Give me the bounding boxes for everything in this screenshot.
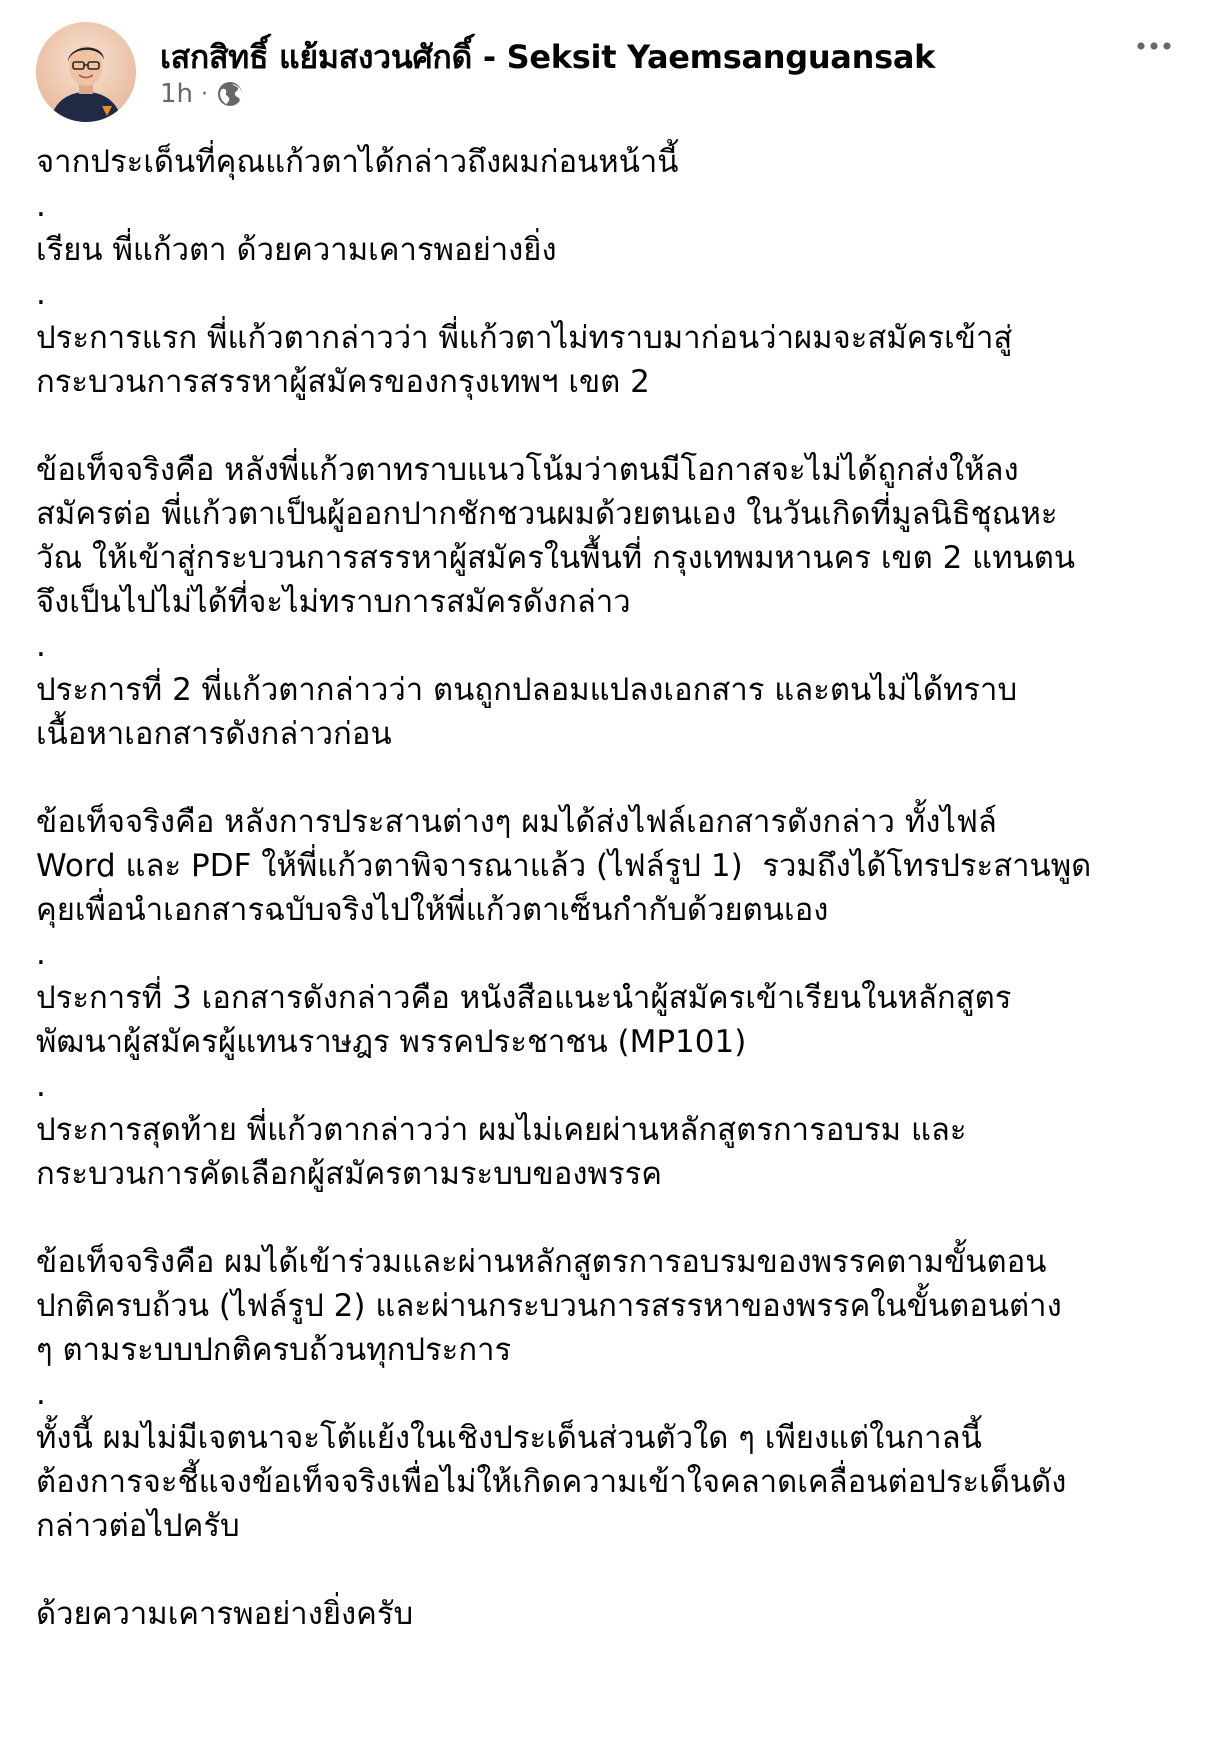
post-body [36, 140, 1186, 1636]
meta-separator: · [201, 81, 209, 107]
post-paragraph-spacer [36, 756, 1186, 800]
post-paragraph: ทั้งนี้ ผมไม่มีเจตนาจะโต้แย้งในเชิงประเด็นส่วนตัวใด ๆ เพียงแต่ในกาลนี้ ต้องการจะชี้แจงข้อเท็จจริงเพื่อไม่ให้เกิดความเข้าใจคลาดเคลื่อนต่อประเด็นดัง กล่าวต่อไปครับ [36, 1420, 1067, 1544]
post-paragraph: . [36, 936, 46, 972]
post-paragraph: . [36, 1376, 46, 1412]
post-paragraph: ด้วยความเคารพอย่างยิ่งครับ [36, 1596, 414, 1632]
avatar[interactable] [36, 22, 136, 122]
post-meta [160, 76, 244, 112]
post-paragraph-spacer [36, 1196, 1186, 1240]
more-dots-icon [1137, 42, 1171, 50]
post-paragraph: . [36, 276, 46, 312]
avatar-image [36, 22, 136, 122]
post-paragraph: . [36, 628, 46, 664]
post-header [36, 22, 1182, 122]
post-paragraph: . [36, 188, 46, 224]
post-paragraph: ประการที่ 3 เอกสารดังกล่าวคือ หนังสือแนะนำผู้สมัครเข้าเรียนในหลักสูตร พัฒนาผู้สมัครผู้แทนราษฎร พรรคประชาชน (MP101) [36, 980, 1012, 1060]
post-paragraph: จากประเด็นที่คุณแก้วตาได้กล่าวถึงผมก่อนหน้านี้ [36, 144, 679, 180]
post-paragraph: ประการสุดท้าย พี่แก้วตากล่าวว่า ผมไม่เคยผ่านหลักสูตรการอบรม และ กระบวนการคัดเลือกผู้สมัครตามระบบของพรรค [36, 1112, 967, 1192]
post-paragraph: เรียน พี่แก้วตา ด้วยความเคารพอย่างยิ่ง [36, 232, 557, 268]
more-options-button[interactable] [1126, 26, 1182, 66]
post-paragraph: . [36, 1068, 46, 1104]
post-paragraph: ข้อเท็จจริงคือ ผมได้เข้าร่วมและผ่านหลักสูตรการอบรมของพรรคตามขั้นตอน ปกติครบถ้วน (ไฟล์รูป 2) และผ่านกระบวนการสรรหาของพรรคในขั้นตอนต่าง ๆ ตามระบบปกติครบถ้วนทุกประการ [36, 1244, 1062, 1368]
post-time[interactable]: 1h [160, 79, 194, 109]
post-paragraph-spacer [36, 1548, 1186, 1592]
post-paragraph: ข้อเท็จจริงคือ หลังพี่แก้วตาทราบแนวโน้มว่าตนมีโอกาสจะไม่ได้ถูกส่งให้ลง สมัครต่อ พี่แก้วตาเป็นผู้ออกปากชักชวนผมด้วยตนเอง ในวันเกิดที่มูลนิธิชุณหะ วัณ ให้เข้าสู่กระบวนการสรรหาผู้สมัครในพื้นที่ กรุงเทพมหานคร เขต 2 แทนตน จึงเป็นไปไม่ได้ที่จะไม่ทราบการสมัครดังกล่าว [36, 452, 1076, 620]
post-paragraph: ประการแรก พี่แก้วตากล่าวว่า พี่แก้วตาไม่ทราบมาก่อนว่าผมจะสมัครเข้าสู่ กระบวนการสรรหาผู้สมัครของกรุงเทพฯ เขต 2 [36, 320, 1013, 400]
globe-icon [216, 80, 244, 108]
post-paragraph: ข้อเท็จจริงคือ หลังการประสานต่างๆ ผมได้ส่งไฟล์เอกสารดังกล่าว ทั้งไฟล์ Word และ PDF ให้พี่แก้วตาพิจารณาแล้ว (ไฟล์รูป 1) รวมถึงได้โทรประสานพูด คุยเพื่อนำเอกสารฉบับจริงไปให้พี่แก้วตาเซ็นกำกับด้วยตนเอง [36, 804, 1092, 928]
post-paragraph-spacer [36, 404, 1186, 448]
author-name[interactable]: เสกสิทธิ์ แย้มสงวนศักดิ์ - Seksit Yaemsanguansak [160, 38, 936, 76]
post-paragraph: ประการที่ 2 พี่แก้วตากล่าวว่า ตนถูกปลอมแปลงเอกสาร และตนไม่ได้ทราบ เนื้อหาเอกสารดังกล่าวก่อน [36, 672, 1018, 752]
